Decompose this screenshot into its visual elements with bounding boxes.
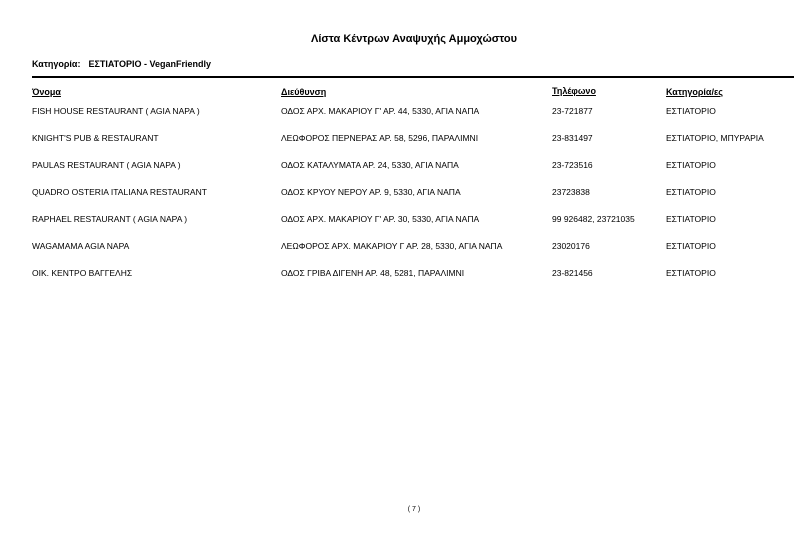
cell-address: ΟΔΟΣ ΑΡΧ. ΜΑΚΑΡΙΟΥ Γ' ΑΡ. 44, 5330, ΑΓΙΑ ΝΑΠΑ — [281, 106, 480, 116]
column-header-address: Διεύθυνση — [281, 87, 327, 97]
cell-phone: 23-723516 — [552, 160, 593, 170]
column-header-categories: Κατηγορία/ες — [666, 87, 723, 97]
cell-name: WAGAMAMA AGIA NAPA — [32, 241, 130, 251]
cell-categories: ΕΣΤΙΑΤΟΡΙΟ — [666, 241, 716, 251]
cell-categories: ΕΣΤΙΑΤΟΡΙΟ — [666, 268, 716, 278]
page-number: ( 7 ) — [407, 506, 421, 513]
cell-address: ΛΕΩΦΟΡΟΣ ΑΡΧ. ΜΑΚΑΡΙΟΥ Γ ΑΡ. 28, 5330, ΑΓΙΑ ΝΑΠΑ — [281, 241, 503, 251]
cell-phone: 23723838 — [552, 187, 590, 197]
cell-name: ΟΙΚ. ΚΕΝΤΡΟ ΒΑΓΓΕΛΗΣ — [32, 268, 133, 278]
cell-phone: 99 926482, 23721035 — [552, 214, 635, 224]
cell-name: KNIGHT'S PUB & RESTAURANT — [32, 133, 159, 143]
column-header-name: Όνομα — [32, 87, 61, 97]
cell-categories: ΕΣΤΙΑΤΟΡΙΟ, ΜΠΥΡΑΡΙΑ — [666, 133, 764, 143]
cell-name: FISH HOUSE RESTAURANT ( AGIA NAPA ) — [32, 106, 200, 116]
cell-address: ΟΔΟΣ ΓΡΙΒΑ ΔΙΓΕΝΗ ΑΡ. 48, 5281, ΠΑΡΑΛΙΜΝΙ — [281, 268, 465, 278]
header-divider — [32, 76, 794, 78]
cell-address: ΟΔΟΣ ΑΡΧ. ΜΑΚΑΡΙΟΥ Γ' ΑΡ. 30, 5330, ΑΓΙΑ ΝΑΠΑ — [281, 214, 480, 224]
cell-categories: ΕΣΤΙΑΤΟΡΙΟ — [666, 214, 716, 224]
cell-name: QUADRO OSTERIA ITALIANA RESTAURANT — [32, 187, 207, 197]
cell-categories: ΕΣΤΙΑΤΟΡΙΟ — [666, 187, 716, 197]
category-line — [32, 59, 211, 69]
cell-categories: ΕΣΤΙΑΤΟΡΙΟ — [666, 106, 716, 116]
cell-phone: 23-821456 — [552, 268, 593, 278]
category-label: Κατηγορία: — [32, 59, 81, 69]
cell-phone: 23-831497 — [552, 133, 593, 143]
cell-categories: ΕΣΤΙΑΤΟΡΙΟ — [666, 160, 716, 170]
category-value: ΕΣΤΙΑΤΟΡΙΟ - VeganFriendly — [88, 59, 211, 69]
cell-name: RAPHAEL RESTAURANT ( AGIA NAPA ) — [32, 214, 188, 224]
cell-phone: 23-721877 — [552, 106, 593, 116]
cell-name: PAULAS RESTAURANT ( AGIA NAPA ) — [32, 160, 181, 170]
column-header-phone: Τηλέφωνο — [552, 86, 596, 96]
cell-phone: 23020176 — [552, 241, 590, 251]
cell-address: ΛΕΩΦΟΡΟΣ ΠΕΡΝΕΡΑΣ ΑΡ. 58, 5296, ΠΑΡΑΛΙΜΝΙ — [281, 133, 479, 143]
cell-address: ΟΔΟΣ ΚΡΥΟΥ ΝΕΡΟΥ ΑΡ. 9, 5330, ΑΓΙΑ ΝΑΠΑ — [281, 187, 461, 197]
cell-address: ΟΔΟΣ ΚΑΤΑΛΥΜΑΤΑ ΑΡ. 24, 5330, ΑΓΙΑ ΝΑΠΑ — [281, 160, 459, 170]
document-title: Λίστα Κέντρων Αναψυχής Αμμοχώστου — [310, 33, 518, 45]
